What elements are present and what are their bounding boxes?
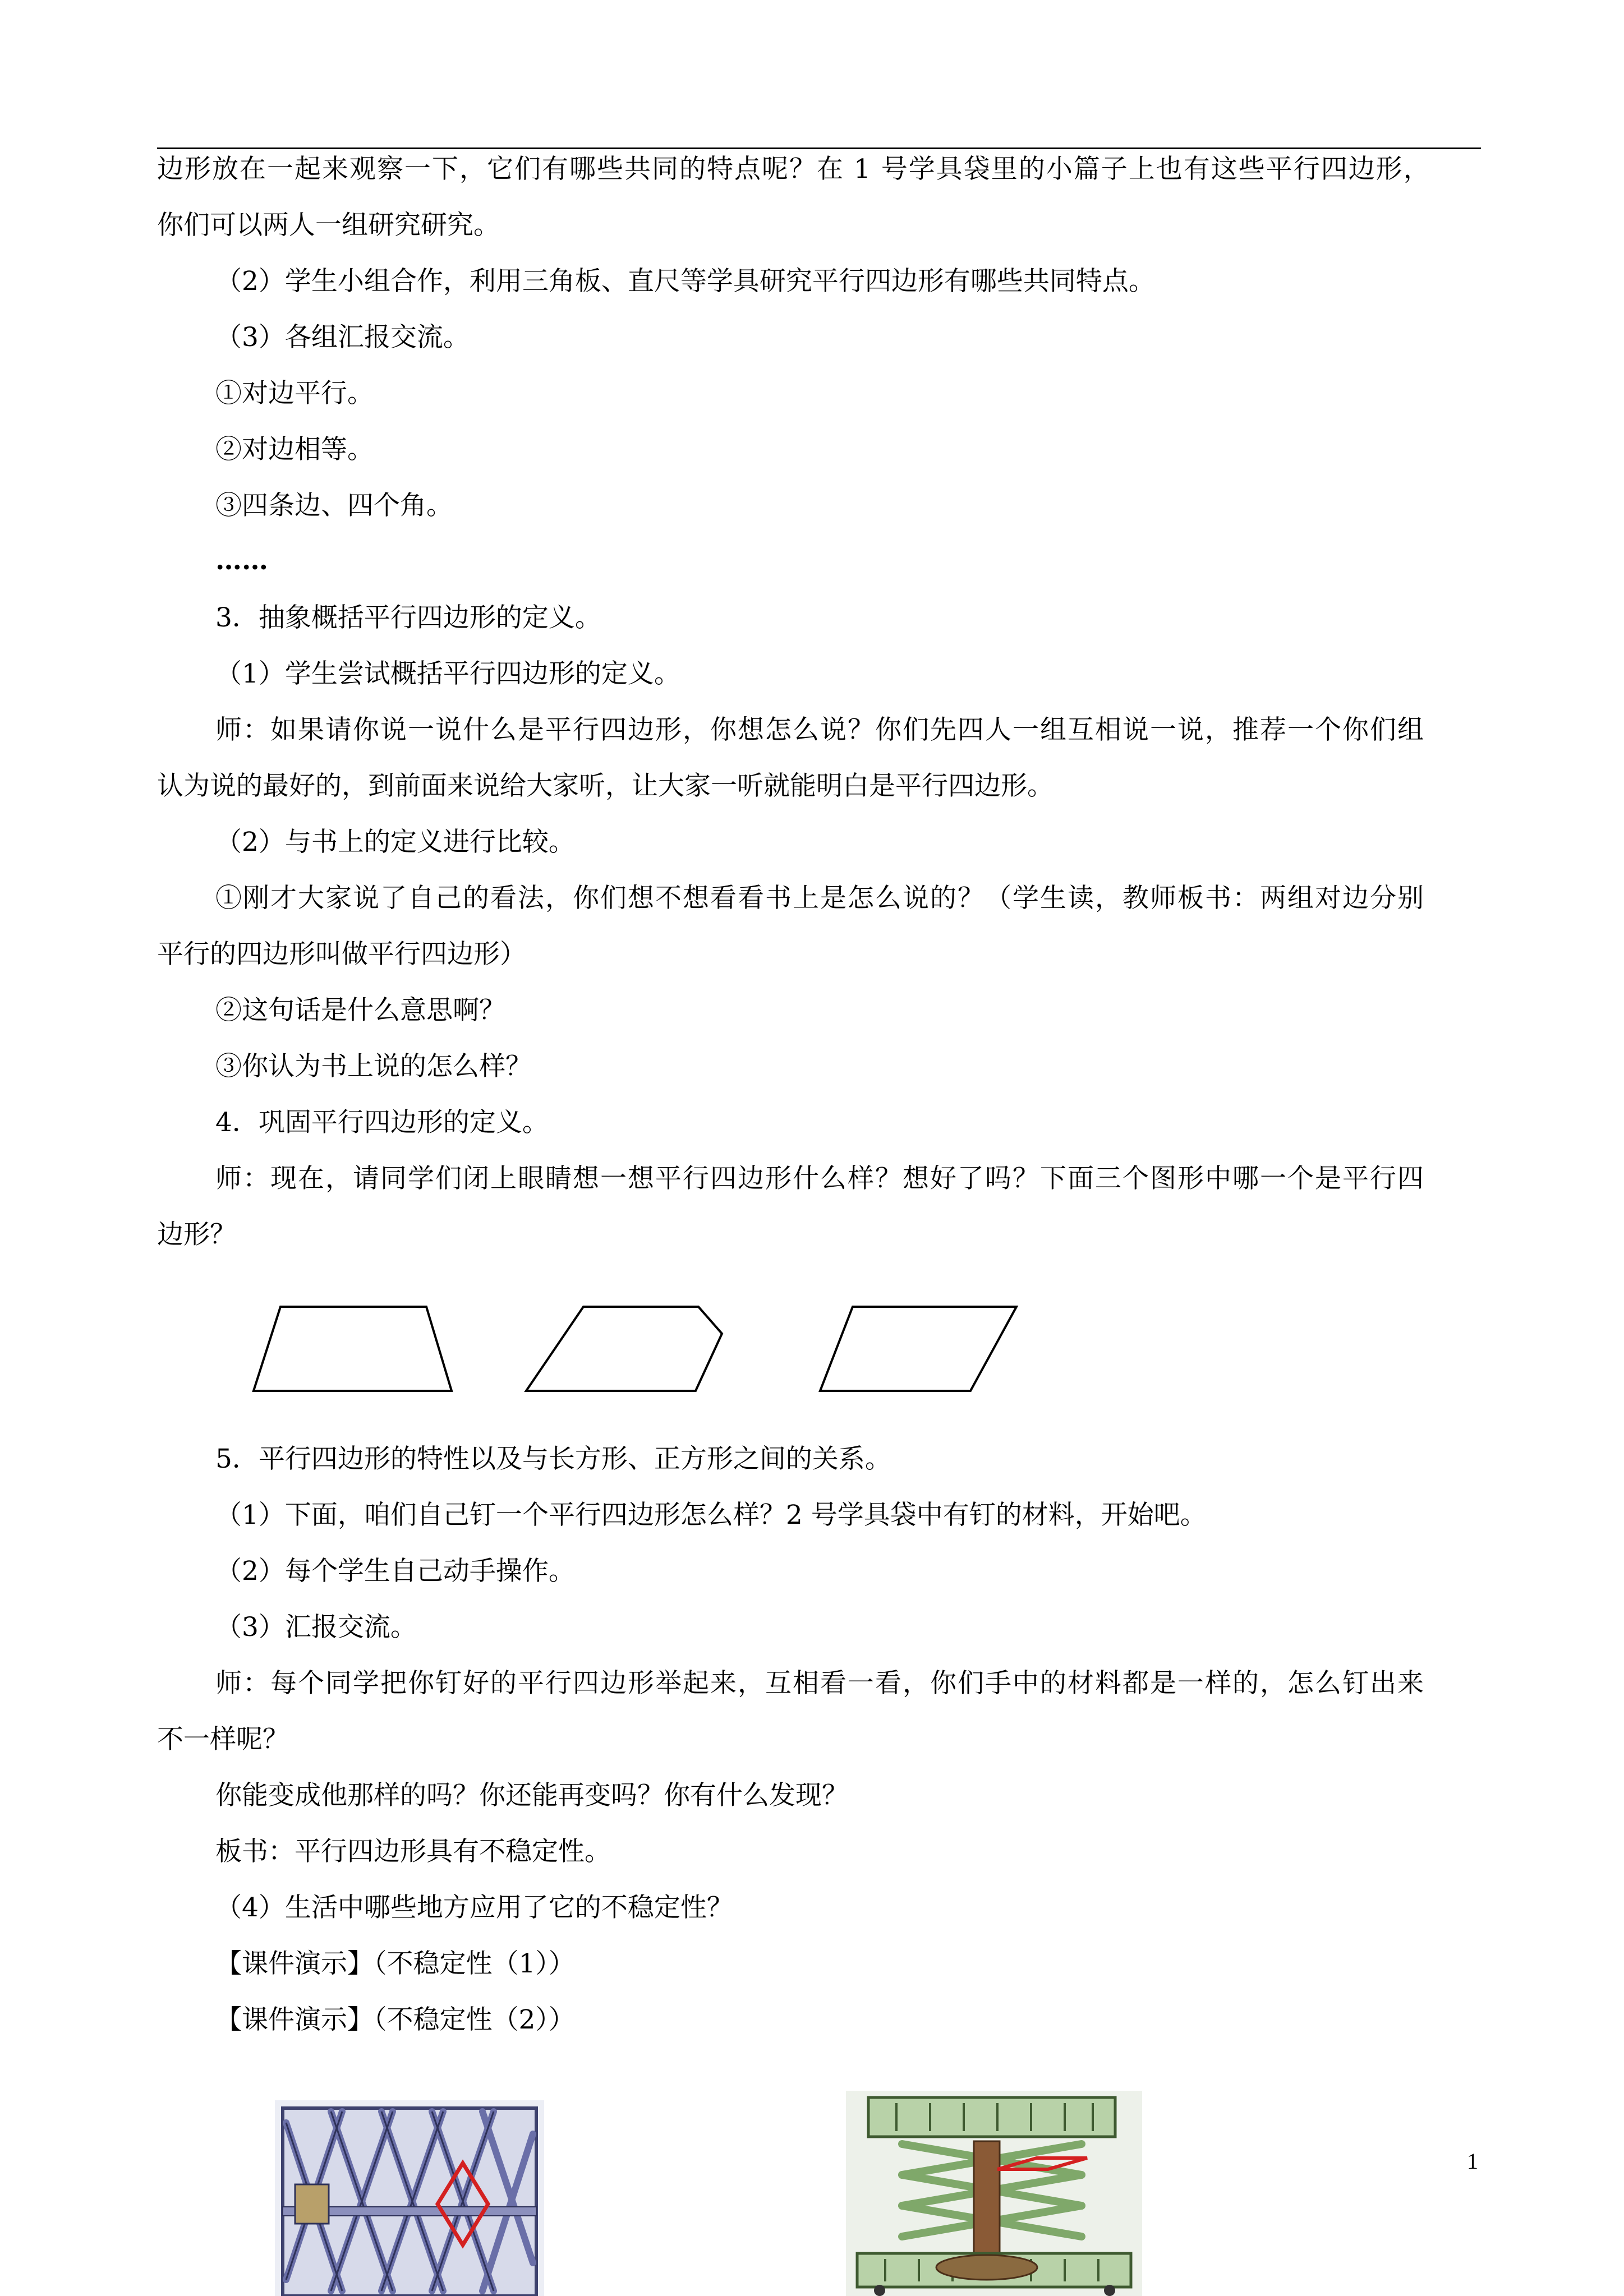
paragraph-line: 认为说的最好的，到前面来说给大家听，让大家一听就能明白是平行四边形。 — [157, 771, 1053, 801]
paragraph-line: （3）汇报交流。 — [215, 1612, 417, 1643]
paragraph-line: 边形？ — [157, 1219, 236, 1250]
paragraph-line: （2）学生小组合作，利用三角板、直尺等学具研究平行四边形有哪些共同特点。 — [215, 266, 1155, 297]
lattice-gate-image — [275, 2100, 544, 2296]
paragraph-line: ①刚才大家说了自己的看法，你们想不想看看书上是怎么说的？（学生读，教师板书：两组对边分别 — [215, 883, 1425, 914]
section-heading: 4．巩固平行四边形的定义。 — [215, 1107, 549, 1138]
courseware-demo-1: 【课件演示】（不稳定性（1）） — [215, 1948, 575, 1979]
header-rule — [157, 147, 1481, 149]
paragraph-line: 边形放在一起来观察一下，它们有哪些共同的特点呢？在 1 号学具袋里的小篇子上也有这些平行四边形， — [157, 154, 1431, 185]
trapezoid-shape — [254, 1307, 452, 1391]
paragraph-line: 你们可以两人一组研究研究。 — [157, 210, 500, 241]
list-item: ②对边相等。 — [215, 434, 374, 465]
courseware-demo-2: 【课件演示】（不稳定性（2）） — [215, 2004, 575, 2035]
quadrilateral-figures — [247, 1301, 1088, 1402]
paragraph-line: 师：现在，请同学们闭上眼睛想一想平行四边形什么样？想好了吗？下面三个图形中哪一个是平行四 — [215, 1163, 1425, 1194]
paragraph-line: 师：每个同学把你钉好的平行四边形举起来，互相看一看，你们手中的材料都是一样的，怎么钉出来 — [215, 1668, 1425, 1699]
section-heading: 5．平行四边形的特性以及与长方形、正方形之间的关系。 — [215, 1444, 891, 1474]
scissor-lift-image — [846, 2091, 1142, 2296]
list-item: ③你认为书上说的怎么样？ — [215, 1051, 532, 1082]
list-item: ③四条边、四个角。 — [215, 490, 453, 521]
paragraph-line: 平行的四边形叫做平行四边形） — [157, 939, 526, 970]
paragraph-line: （2）每个学生自己动手操作。 — [215, 1556, 575, 1587]
paragraph-line: （4）生活中哪些地方应用了它的不稳定性？ — [215, 1892, 733, 1923]
paragraph-line: （1）下面，咱们自己钉一个平行四边形怎么样？2 号学具袋中有钉的材料，开始吧。 — [215, 1500, 1207, 1530]
paragraph-line: （3）各组汇报交流。 — [215, 322, 470, 353]
list-item: ①对边平行。 — [215, 378, 374, 409]
paragraph-line: 板书：平行四边形具有不稳定性。 — [215, 1836, 611, 1867]
pentagon-shape — [526, 1307, 722, 1391]
paragraph-line: 师：如果请你说一说什么是平行四边形，你想怎么说？你们先四人一组互相说一说，推荐一个你们组 — [215, 714, 1425, 745]
page-number: 1 — [1467, 2149, 1478, 2174]
paragraph-line: 你能变成他那样的吗？你还能再变吗？你有什么发现？ — [215, 1780, 848, 1811]
list-item: ②这句话是什么意思啊？ — [215, 995, 505, 1026]
parallelogram-shape — [820, 1307, 1016, 1391]
paragraph-line: （1）学生尝试概括平行四边形的定义。 — [215, 658, 680, 689]
pentagon-shape — [247, 1307, 642, 1391]
ellipsis: …… — [215, 545, 268, 576]
paragraph-line: 不一样呢？ — [157, 1724, 289, 1755]
section-heading: 3．抽象概括平行四边形的定义。 — [215, 602, 601, 633]
paragraph-line: （2）与书上的定义进行比较。 — [215, 827, 575, 857]
